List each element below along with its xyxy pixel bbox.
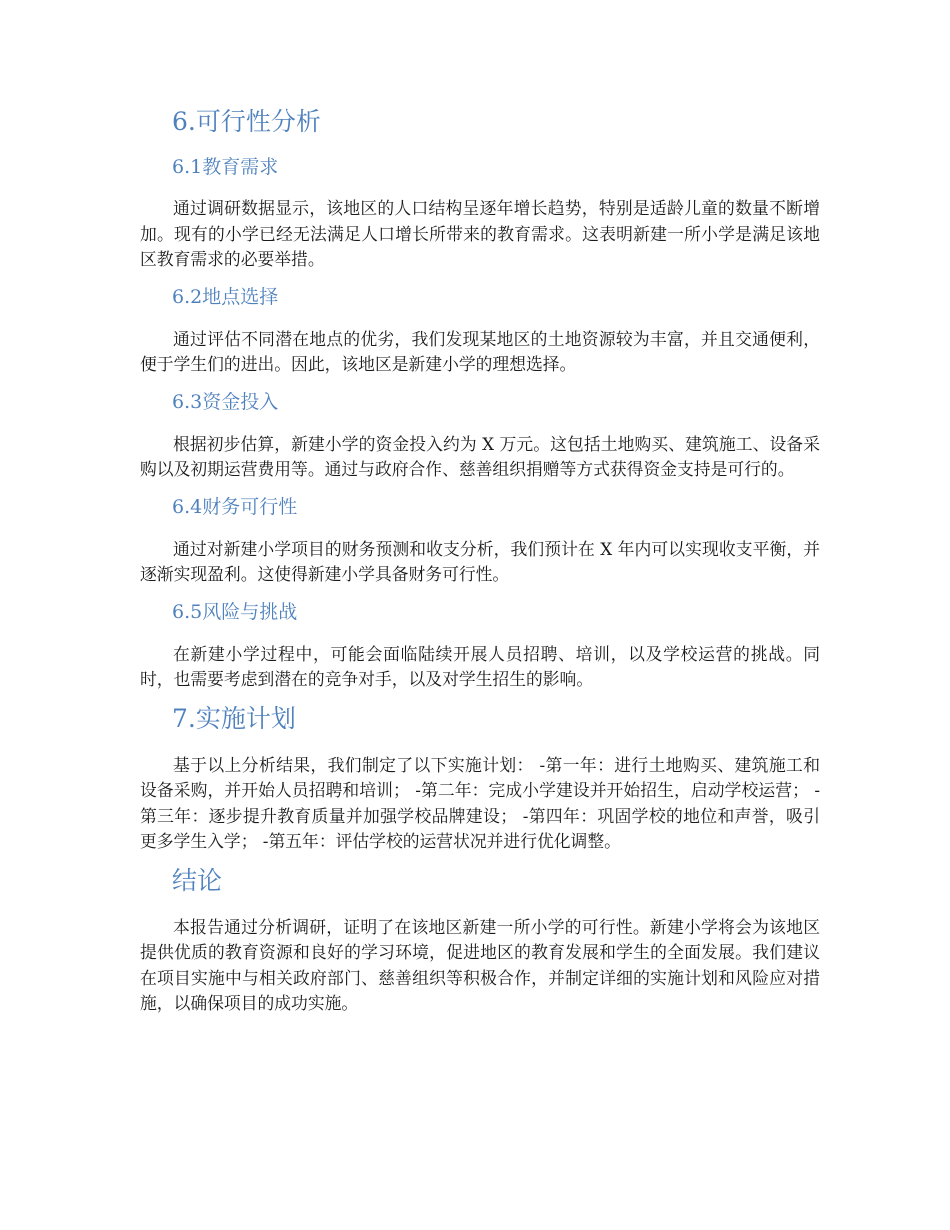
section-6-5-heading: 6.5风险与挑战 <box>172 600 298 623</box>
section-6-2-heading: 6.2地点选择 <box>172 285 279 308</box>
conclusion-heading: 结论 <box>172 865 223 895</box>
section-6-2-paragraph: 通过评估不同潜在地点的优劣，我们发现某地区的土地资源较为丰富，并且交通便利，便于学生们的进出。因此，该地区是新建小学的理想选择。 <box>140 328 820 374</box>
conclusion-paragraph: 本报告通过分析调研，证明了在该地区新建一所小学的可行性。新建小学将会为该地区提供优质的教育资源和良好的学习环境，促进地区的教育发展和学生的全面发展。我们建议在项目实施中与相关政府部门、慈善组织等积极合作，并制定详细的实施计划和风险应对措施，以确保项目的成功实施。 <box>140 916 820 1013</box>
section-6-5-paragraph: 在新建小学过程中，可能会面临陆续开展人员招聘、培训，以及学校运营的挑战。同时，也需要考虑到潜在的竞争对手，以及对学生招生的影响。 <box>140 643 820 689</box>
section-6-1-heading: 6.1教育需求 <box>172 156 279 178</box>
section-7-heading: 7.实施计划 <box>172 703 296 733</box>
section-7-paragraph: 基于以上分析结果，我们制定了以下实施计划： -第一年：进行土地购买、建筑施工和设备采购，并开始人员招聘和培训； -第二年：完成小学建设并开始招生，启动学校运营； -第三年：逐步提升教育质量并加强学校品牌建设； -第四年：巩固学校的地位和声誉，吸引更多学生入学； -第五年：评估学校的运营状况并进行优化调整。 <box>140 754 820 851</box>
section-6-3-heading: 6.3资金投入 <box>172 390 279 413</box>
section-6-3-paragraph: 根据初步估算，新建小学的资金投入约为 X 万元。这包括土地购买、建筑施工、设备采购以及初期运营费用等。通过与政府合作、慈善组织捐赠等方式获得资金支持是可行的。 <box>140 433 820 479</box>
section-6-4-paragraph: 通过对新建小学项目的财务预测和收支分析，我们预计在 X 年内可以实现收支平衡，并逐渐实现盈利。这使得新建小学具备财务可行性。 <box>140 538 820 584</box>
section-6-heading: 6.可行性分析 <box>172 107 321 136</box>
section-6-1-paragraph: 通过调研数据显示，该地区的人口结构呈逐年增长趋势，特别是适龄儿童的数量不断增加。现有的小学已经无法满足人口增长所带来的教育需求。这表明新建一所小学是满足该地区教育需求的必要举措。 <box>140 198 820 269</box>
section-6-4-heading: 6.4财务可行性 <box>172 495 298 518</box>
document-page <box>140 100 820 1017</box>
